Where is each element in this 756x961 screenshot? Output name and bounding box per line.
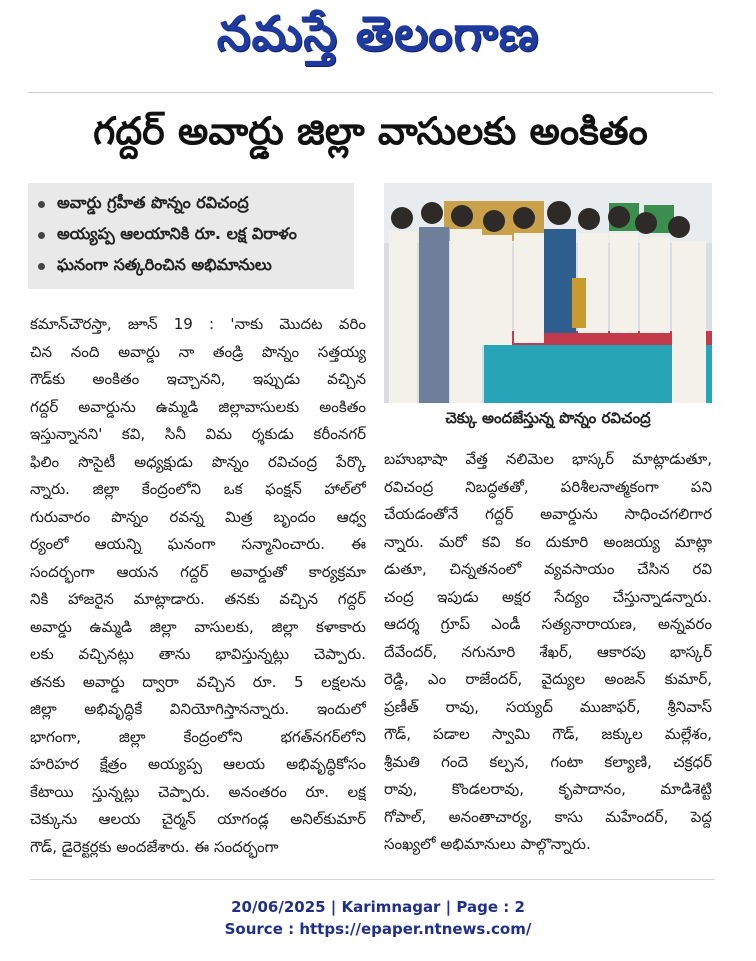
article-text-line: ర్యంలో ఆయన్ని ఘనంగా సన్మానించారు. ఈ bbox=[30, 535, 366, 553]
article-text-line: ఆదర్శ గ్రూప్ ఎండీ సత్యనారాయణ, అన్నవరం bbox=[384, 615, 712, 633]
article-text-line: కేటాయి స్తున్నట్లు చెప్పారు. అనంతరం రూ. లక్ష bbox=[30, 782, 366, 801]
article-text-line: శ్రీమతి గందె కల్పన, గంటా కల్యాణి, చక్రధర్ bbox=[384, 752, 712, 771]
article-text-line: తనకు అవార్డు ద్వారా వచ్చిన రూ. 5 లక్షలను bbox=[30, 672, 366, 691]
article-column-left bbox=[30, 311, 366, 861]
highlight-text: ఘనంగా సత్కరించిన అభిమానులు bbox=[57, 255, 272, 274]
news-photo bbox=[384, 183, 712, 403]
photo-illustration bbox=[384, 183, 712, 403]
article-text-line: చిన నంది అవార్డు నా తండ్రి పొన్నం సత్తయ్య bbox=[30, 342, 366, 361]
article-headline: గద్దర్ అవార్డు జిల్లా వాసులకు అంకితం bbox=[93, 109, 648, 153]
article-text-line: న్నారు. జిల్లా కేంద్రంలోని ఒక ఫంక్షన్ హాల్‌లో bbox=[30, 480, 366, 498]
article-text-line: చెక్కును ఆలయ చైర్మన్ యాగండ్ల అనిల్‌కుమార్ bbox=[30, 810, 366, 828]
article-text-line: కమాన్‌చౌరస్తా, జూన్ 19 : 'నాకు మొదట వరిం bbox=[30, 315, 366, 333]
divider bbox=[30, 879, 715, 880]
article-text-line: సందర్భంగా ఆయన గద్దర్ అవార్డుతో కార్యక్రమా bbox=[30, 562, 366, 581]
highlight-text: అయ్యప్ప ఆలయానికి రూ. లక్ష విరాళం bbox=[57, 224, 297, 243]
article-text-line: రవిచంద్ర నిబద్ధతతో, పరిశీలనాత్మకంగా పని bbox=[384, 477, 712, 496]
article-text-line: అవార్డు ఉమ్మడి జిల్లా వాసులకు, జిల్లా కళాకారు bbox=[30, 617, 366, 636]
article-text-line: నికి హాజరైన మాట్లాడారు. తనకు వచ్చిన గద్దర్ bbox=[30, 590, 366, 608]
article-text-line: చంద్ర ఇపుడు అక్షర సేద్యం చేస్తున్నాడన్నారు. bbox=[384, 587, 712, 606]
article-text-line: భాగంగా, జిల్లా కేంద్రంలోని భగత్‌నగర్‌లోని bbox=[30, 727, 366, 746]
highlight-item bbox=[38, 220, 344, 251]
article-text-line: చేయడంతోనే గద్దర్ అవార్డును సాధించగలిగార bbox=[384, 505, 712, 523]
article-text-line: గురువారం పొన్నం రవన్న మిత్ర బృందం ఆధ్వ bbox=[30, 507, 366, 526]
highlights-box bbox=[28, 183, 354, 289]
article-text-line: గోపాల్, అనంతాచార్య, కాసు మహేందర్, పెద్ద bbox=[384, 807, 712, 826]
article-text-line: రావు, కొండలరావు, కృపాదానం, మాడిశెట్టి bbox=[384, 780, 712, 798]
footer-dateline: 20/06/2025 | Karimnagar | Page : 2 bbox=[231, 898, 525, 916]
article-text-line: డుతూ, చిన్నతనంలో వ్యవసాయం చేసిన రవి bbox=[384, 560, 712, 578]
article-text-line: బహుభాషా వేత్త నలిమెల భాస్కర్ మాట్లాడుతూ, bbox=[384, 450, 712, 468]
article-text-line: హరిహర క్షేత్రం అయ్యప్ప ఆలయ అభివృద్ధికోసం bbox=[30, 755, 366, 773]
bullet-icon bbox=[38, 201, 45, 208]
article-text-line: రెడ్డి, ఎం రాజేందర్, వైద్యుల అంజన్ కుమార్, bbox=[384, 670, 712, 688]
article-text-line: గౌడ్‌కు అంకితం ఇచ్చానని, ఇప్పుడు వచ్చిన bbox=[30, 370, 366, 388]
bullet-icon bbox=[38, 263, 45, 270]
masthead-title: నమస్తే తెలంగాణ bbox=[216, 6, 540, 62]
newspaper-masthead bbox=[0, 0, 756, 80]
article-text-line: ఇస్తున్నానని' కవి, సినీ విమ ర్శకుడు కరీంనగర్ bbox=[30, 425, 366, 443]
article-text-line: గౌడ్, డైరెక్టర్లకు అందజేశారు. ఈ సందర్భంగా bbox=[30, 837, 279, 856]
article-text-line: సంఖ్యలో అభిమానులు పాల్గొన్నారు. bbox=[384, 835, 591, 853]
photo-caption: చెక్కు అందజేస్తున్న పొన్నం రవిచంద్ర bbox=[445, 409, 651, 427]
highlight-text: అవార్డు గ్రహీత పొన్నం రవిచంద్ర bbox=[57, 193, 249, 212]
article-text-line: గౌడ్, పడాల స్వామి గౌడ్, జక్కుల మల్లేశం, bbox=[384, 725, 712, 743]
article-text-line: దేవేందర్, నగునూరి శేఖర్, ఆకారపు భాస్కర్ bbox=[384, 642, 712, 661]
footer-source: Source : https://epaper.ntnews.com/ bbox=[224, 920, 532, 938]
article-text-line: జిల్లా అభివృద్ధికే వినియోగిస్తానన్నారు. ఇందులో bbox=[30, 700, 366, 718]
article-text-line: ప్రణీత్ రావు, సయ్యద్ ముజాఫర్, శ్రీనివాస్ bbox=[384, 697, 712, 716]
highlight-item bbox=[38, 251, 344, 282]
divider bbox=[28, 92, 713, 93]
article-text-line: గద్దర్ అవార్డును ఉమ్మడి జిల్లావాసులకు అంకితం bbox=[30, 397, 366, 416]
article-text-line: ఫిలిం సొసైటీ అధ్యక్షుడు పొన్నం రవిచంద్ర పేర్కొ bbox=[30, 452, 366, 471]
bullet-icon bbox=[38, 232, 45, 239]
article-column-right bbox=[384, 446, 712, 859]
article-text-line: న్నారు. మరో కవి కం దుకూరి అంజయ్య మాట్లా bbox=[384, 532, 712, 551]
article-text-line: లకు వచ్చినట్లు తాను భావిస్తున్నట్లు చెప్పారు. bbox=[30, 645, 366, 663]
highlight-item bbox=[38, 189, 344, 220]
